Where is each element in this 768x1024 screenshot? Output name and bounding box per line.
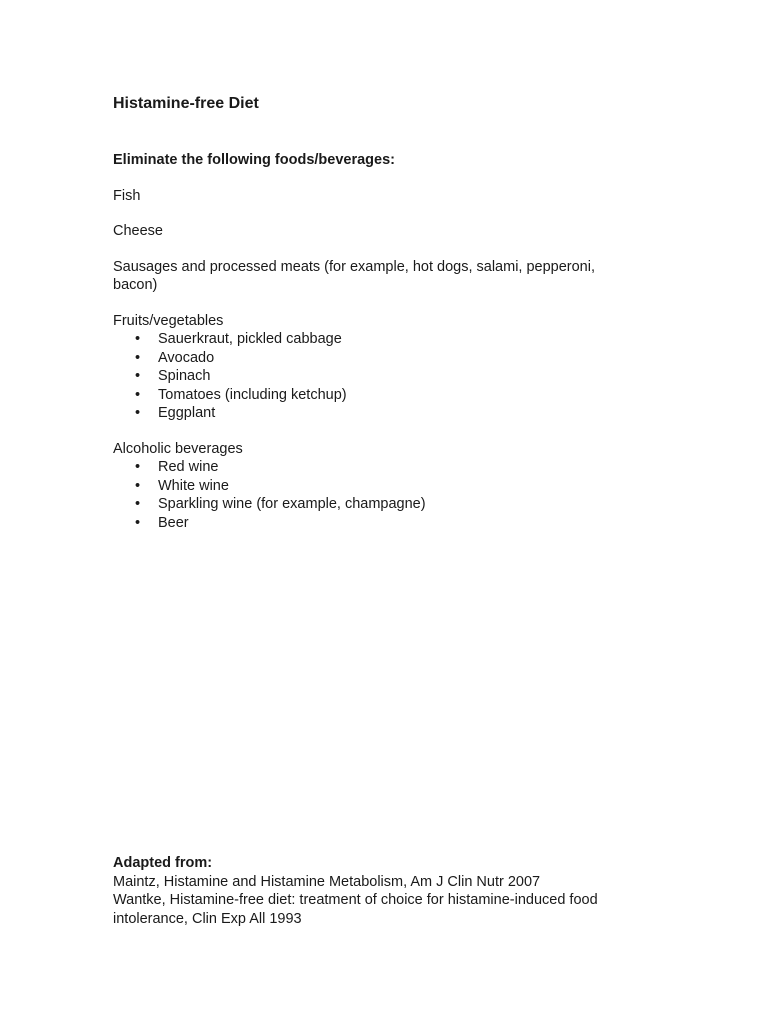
list-item-text: Eggplant [158,405,216,421]
reference-item: Maintz, Histamine and Histamine Metabolism, Am J Clin Nutr 2007 [113,873,541,890]
alcoholic-beverages-list [113,458,633,532]
list-item [113,330,633,349]
item-cheese: Cheese [113,223,163,239]
list-item [113,458,633,477]
bullet-icon: • [135,514,141,531]
alcoholic-beverages-label: Alcoholic beverages [113,440,243,457]
fruits-vegetables-label: Fruits/vegetables [113,312,224,329]
list-item [113,495,633,514]
reference-item: Wantke, Histamine-free diet: treatment of choice for histamine-induced food intolerance, Clin Exp All 1993 [113,892,598,927]
list-item-text: White wine [158,477,229,494]
list-item-text: Red wine [158,459,219,475]
bullet-icon: • [135,368,141,384]
list-item [113,349,633,368]
bullet-icon: • [135,386,141,403]
bullet-icon: • [135,459,141,475]
list-item-text: Beer [158,514,189,531]
bullet-icon: • [135,477,141,494]
list-item [113,514,633,533]
item-sausages: Sausages and processed meats (for example, hot dogs, salami, pepperoni, bacon) [113,258,595,293]
list-item [113,477,633,496]
list-item-text: Spinach [158,368,211,384]
references-footer [113,854,633,928]
list-item-text: Tomatoes (including ketchup) [158,386,347,403]
fruits-vegetables-list [113,330,633,423]
eliminate-heading: Eliminate the following foods/beverages: [113,152,395,168]
item-fish: Fish [113,187,141,204]
list-item-text: Avocado [158,349,215,366]
list-item-text: Sparkling wine (for example, champagne) [158,496,426,512]
bullet-icon: • [135,405,141,421]
bullet-icon: • [135,496,141,512]
list-item [113,386,633,405]
list-item-text: Sauerkraut, pickled cabbage [158,331,342,347]
list-item [113,404,633,423]
document-title: Histamine-free Diet [113,95,259,112]
bullet-icon: • [135,331,141,347]
bullet-icon: • [135,349,141,366]
list-item [113,367,633,386]
document-body [113,93,633,549]
adapted-from-heading: Adapted from: [113,855,213,871]
